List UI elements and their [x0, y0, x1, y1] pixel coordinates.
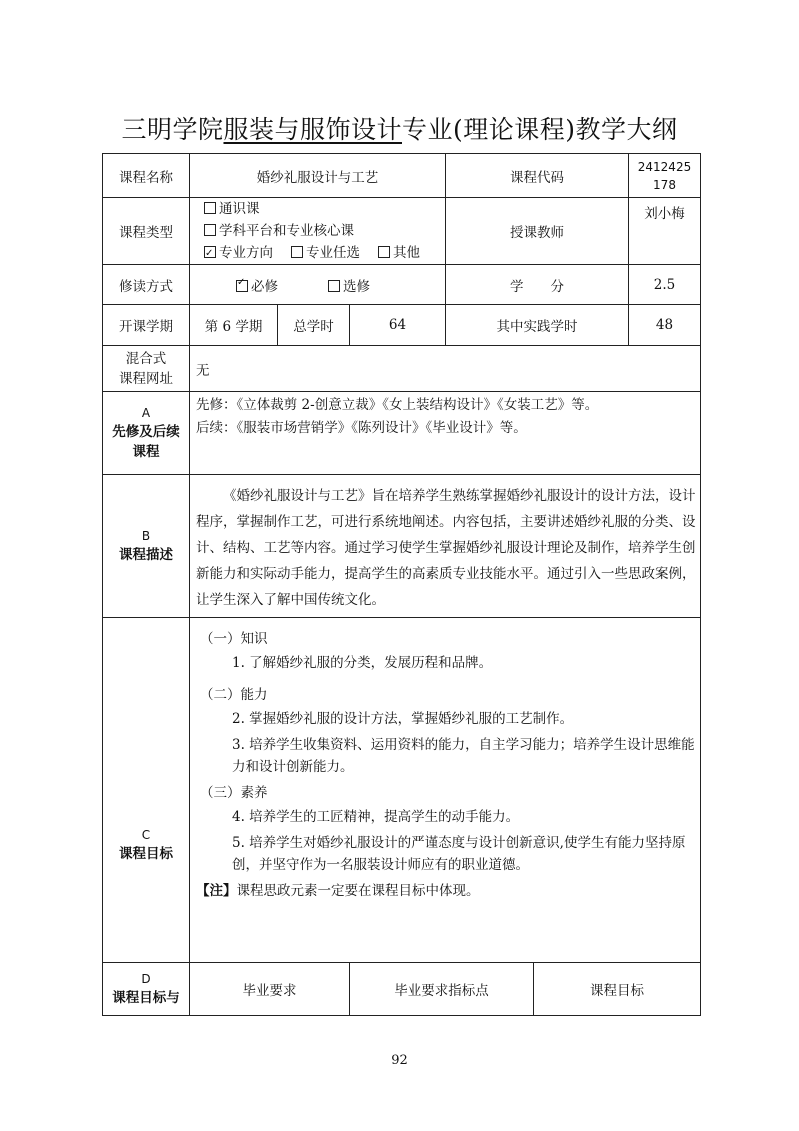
- note-tag: 【注】: [196, 883, 237, 899]
- page-title: [0, 110, 799, 146]
- practice-hours-label: 其中实践学时: [446, 305, 629, 346]
- followup-line: 后续：《服装市场营销学》《陈列设计》《毕业设计》等。: [196, 420, 527, 436]
- prereq-label: A 先修及后续 课程: [103, 392, 190, 475]
- semester-label: 开课学期: [103, 305, 190, 346]
- goals-note: [196, 880, 698, 902]
- goal-heading-knowledge: （一）知识: [200, 631, 268, 647]
- goal-heading-quality: （三）素养: [200, 785, 268, 801]
- description-text: 《婚纱礼服设计与工艺》旨在培养学生熟练掌握婚纱礼服设计的设计方法，设计程序，掌握制作工艺，可进行系统地阐述。内容包括，主要讲述婚纱礼服的分类、设计、结构、工艺等内容。通过学习使学生掌握婚纱礼服设计理论及制作，培养学生创新能力和实际动手能力，提高学生的高素质专业技能水平。通过引入一些思政案例，让学生深入了解中国传统文化。: [190, 475, 701, 618]
- mode-option-required[interactable]: ✓ 必修: [194, 275, 328, 295]
- description-letter: B: [141, 529, 151, 543]
- course-code-line1: 2412425: [637, 159, 692, 174]
- title-suffix: 专业(理论课程)教学大纲: [402, 115, 678, 144]
- mapping-col-indicator: 毕业要求指标点: [350, 963, 534, 1016]
- row-website: [103, 346, 701, 392]
- study-mode-options: [190, 265, 446, 305]
- teacher-value: 刘小梅: [629, 198, 701, 265]
- checkbox-icon: [291, 246, 303, 258]
- course-code-line2: 178: [653, 177, 676, 192]
- website-label: 混合式 课程网址: [103, 346, 190, 392]
- website-value: 无: [190, 346, 701, 392]
- row-semester: [103, 305, 701, 346]
- row-prereq: [103, 392, 701, 475]
- goals-content: [190, 618, 701, 963]
- teacher-label: 授课教师: [446, 198, 629, 265]
- note-text: 课程思政元素一定要在课程目标中体现。: [236, 883, 480, 899]
- goal-heading-ability: （二）能力: [200, 687, 268, 703]
- course-code-label: 课程代码: [446, 154, 629, 198]
- type-option-other[interactable]: 其他: [378, 242, 420, 264]
- practice-hours-value: 48: [629, 305, 701, 346]
- prereq-content: [190, 392, 701, 475]
- goal-item: 2. 掌握婚纱礼服的设计方法，掌握婚纱礼服的工艺制作。: [232, 711, 574, 727]
- row-study-mode: [103, 265, 701, 305]
- type-option-general[interactable]: 通识课: [204, 198, 260, 220]
- description-label: B 课程描述: [103, 475, 190, 618]
- credit-value: 2.5: [629, 265, 701, 305]
- mapping-col-requirement: 毕业要求: [190, 963, 350, 1016]
- title-major: 服装与服饰设计: [223, 115, 402, 144]
- goal-item: 1. 了解婚纱礼服的分类，发展历程和品牌。: [232, 655, 493, 671]
- prereq-letter: A: [141, 406, 151, 420]
- row-course-type: [103, 198, 701, 265]
- row-mapping: [103, 963, 701, 1016]
- syllabus-table: [102, 153, 701, 1016]
- course-code-value: [629, 154, 701, 198]
- study-mode-label: 修读方式: [103, 265, 190, 305]
- row-description: [103, 475, 701, 618]
- type-option-core[interactable]: 学科平台和专业核心课: [204, 220, 354, 242]
- mode-option-elective[interactable]: 选修: [328, 279, 370, 295]
- checkbox-icon: [378, 246, 390, 258]
- course-type-options: [190, 198, 446, 265]
- checked-checkbox-icon: [236, 280, 248, 292]
- page-number: 92: [391, 1053, 408, 1068]
- course-name-value: 婚纱礼服设计与工艺: [190, 154, 446, 198]
- prereq-line: 先修：《立体裁剪 2-创意立裁》《女上装结构设计》《女装工艺》等。: [196, 397, 599, 413]
- credit-label: 学 分: [446, 265, 629, 305]
- goals-letter: C: [141, 828, 151, 842]
- checkbox-icon: [204, 224, 216, 236]
- mapping-letter: D: [141, 972, 151, 986]
- row-goals: [103, 618, 701, 963]
- mapping-col-goal: 课程目标: [534, 963, 701, 1016]
- row-course-name: [103, 154, 701, 198]
- type-option-elective[interactable]: 专业任选: [291, 242, 360, 264]
- checkbox-icon: [204, 202, 216, 214]
- course-name-label: 课程名称: [103, 154, 190, 198]
- semester-value: 第 6 学期: [190, 305, 278, 346]
- title-prefix: 三明学院: [121, 115, 224, 144]
- course-type-label: 课程类型: [103, 198, 190, 265]
- checked-checkbox-icon: [204, 246, 216, 258]
- goal-item: 5. 培养学生对婚纱礼服设计的严谨态度与设计创新意识,使学生有能力坚持原创，并坚守作为一名服装设计师应有的职业道德。: [232, 835, 686, 873]
- total-hours-value: 64: [350, 305, 446, 346]
- type-option-direction[interactable]: ✓专业方向: [204, 242, 273, 264]
- goals-label: C 课程目标: [103, 618, 190, 963]
- goal-item: 4. 培养学生的工匠精神，提高学生的动手能力。: [232, 809, 520, 825]
- goal-item: 3. 培养学生收集资料、运用资料的能力，自主学习能力；培养学生设计思维能力和设计创新能力。: [232, 737, 695, 775]
- mapping-label: D 课程目标与: [103, 963, 190, 1016]
- total-hours-label: 总学时: [278, 305, 350, 346]
- checkbox-icon: [328, 280, 340, 292]
